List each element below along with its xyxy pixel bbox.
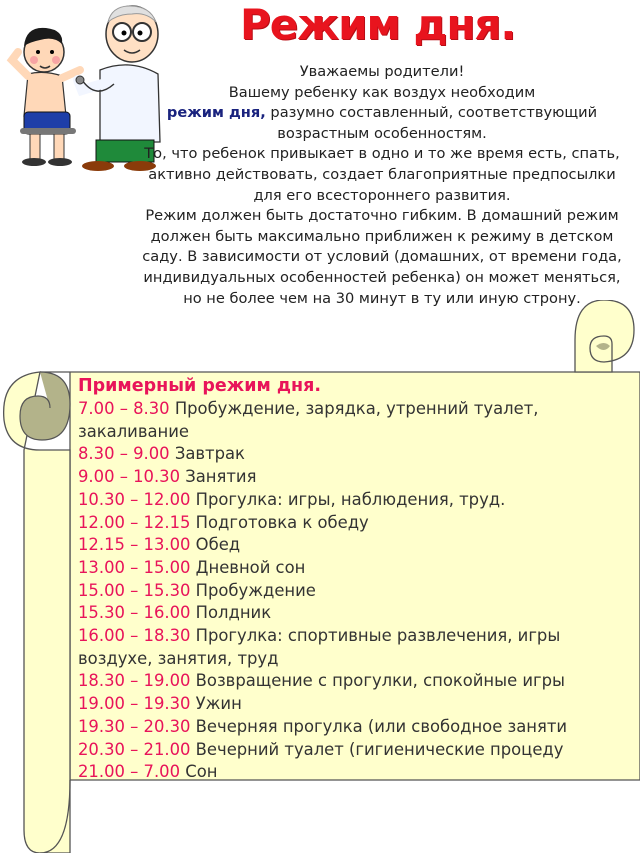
page-title: Режим дня.: [240, 0, 516, 49]
schedule-time: 8.30 – 9.00: [78, 444, 170, 464]
schedule-row: [78, 670, 640, 693]
child-figure: [12, 28, 80, 166]
schedule-list: [78, 374, 640, 784]
schedule-row: [78, 534, 640, 557]
schedule-row: [78, 557, 640, 580]
schedule-activity: Ужин: [190, 694, 242, 714]
schedule-activity: Занятия: [180, 467, 257, 487]
schedule-activity: Дневной сон: [190, 557, 306, 577]
intro-line-pre: Вашему ребенку как воздух необходим: [228, 83, 536, 101]
schedule-time: 20.30 – 21.00: [78, 739, 191, 759]
schedule-activity: Возвращение с прогулки, спокойные игры: [190, 671, 565, 691]
schedule-activity: Пробуждение: [190, 580, 316, 600]
schedule-time: 15.00 – 15.30: [78, 580, 191, 600]
schedule-activity: Сон: [180, 762, 218, 782]
intro-paragraph-3: Режим должен быть достаточно гибким. В домашний режим должен быть максимально приближен к режиму в детском саду. В зависимости от условий (домашних, от времени года, индивидуальных особенностей ребенка) он может меняться, но не более чем на 30 минут в ту или иную строну.: [142, 207, 622, 307]
schedule-time: 12.00 – 12.15: [78, 512, 191, 532]
schedule-activity-continuation: воздухе, занятия, труд: [78, 648, 279, 668]
schedule-activity: Пробуждение, зарядка, утренний туалет,: [169, 399, 539, 418]
schedule-row: [78, 625, 640, 648]
intro-line-1: [132, 83, 632, 145]
schedule-title: Примерный режим дня.: [78, 376, 321, 396]
intro-paragraph-2: То, что ребенок привыкает в одно и то же время есть, спать, активно действовать, создает благоприятные предпосылки для его всестороннего развития.: [144, 145, 620, 204]
schedule-row: [78, 739, 640, 762]
schedule-time: 16.00 – 18.30: [78, 626, 191, 646]
scroll-left-roll: [4, 372, 70, 853]
schedule-row: [78, 489, 640, 512]
schedule-time: 21.00 – 7.00: [78, 762, 181, 782]
schedule-row: [78, 602, 640, 625]
schedule-row: [78, 580, 640, 603]
schedule-activity: Обед: [190, 535, 241, 555]
schedule-activity-continuation: закаливание: [78, 421, 189, 441]
schedule-activity: Прогулка: спортивные развлечения, игры: [190, 626, 561, 646]
intro-text: [132, 62, 632, 309]
schedule-activity: Завтрак: [169, 444, 245, 464]
schedule-activity: Вечерняя прогулка (или свободное заняти: [190, 716, 568, 736]
schedule-time: 19.00 – 19.30: [78, 694, 191, 714]
schedule-time: 7.00 – 8.30: [78, 399, 170, 418]
intro-bold-term: режим дня,: [166, 104, 266, 122]
schedule-activity: Подготовка к обеду: [190, 512, 369, 532]
schedule-time: 9.00 – 10.30: [78, 467, 181, 487]
schedule-time: 18.30 – 19.00: [78, 671, 191, 691]
scroll-top-curl: [575, 300, 634, 372]
schedule-row: [78, 512, 640, 535]
schedule-time: 10.30 – 12.00: [78, 489, 191, 509]
schedule-row: [78, 716, 640, 739]
schedule-time: 13.00 – 15.00: [78, 557, 191, 577]
intro-line-post: разумно составленный, соответствующий возрастным особенностям.: [265, 104, 598, 142]
schedule-row: [78, 761, 640, 784]
schedule-row: [78, 398, 640, 421]
schedule-activity: Прогулка: игры, наблюдения, труд.: [190, 489, 506, 509]
greeting: Уважаемы родители!: [299, 63, 465, 80]
schedule-activity: Полдник: [190, 603, 272, 623]
schedule-time: 12.15 – 13.00: [78, 535, 191, 555]
schedule-time: 19.30 – 20.30: [78, 716, 191, 736]
schedule-row: [78, 693, 640, 716]
schedule-activity: Вечерний туалет (гигиенические процеду: [190, 739, 564, 759]
schedule-row: [78, 466, 640, 489]
schedule-time: 15.30 – 16.00: [78, 603, 191, 623]
schedule-row: [78, 443, 640, 466]
